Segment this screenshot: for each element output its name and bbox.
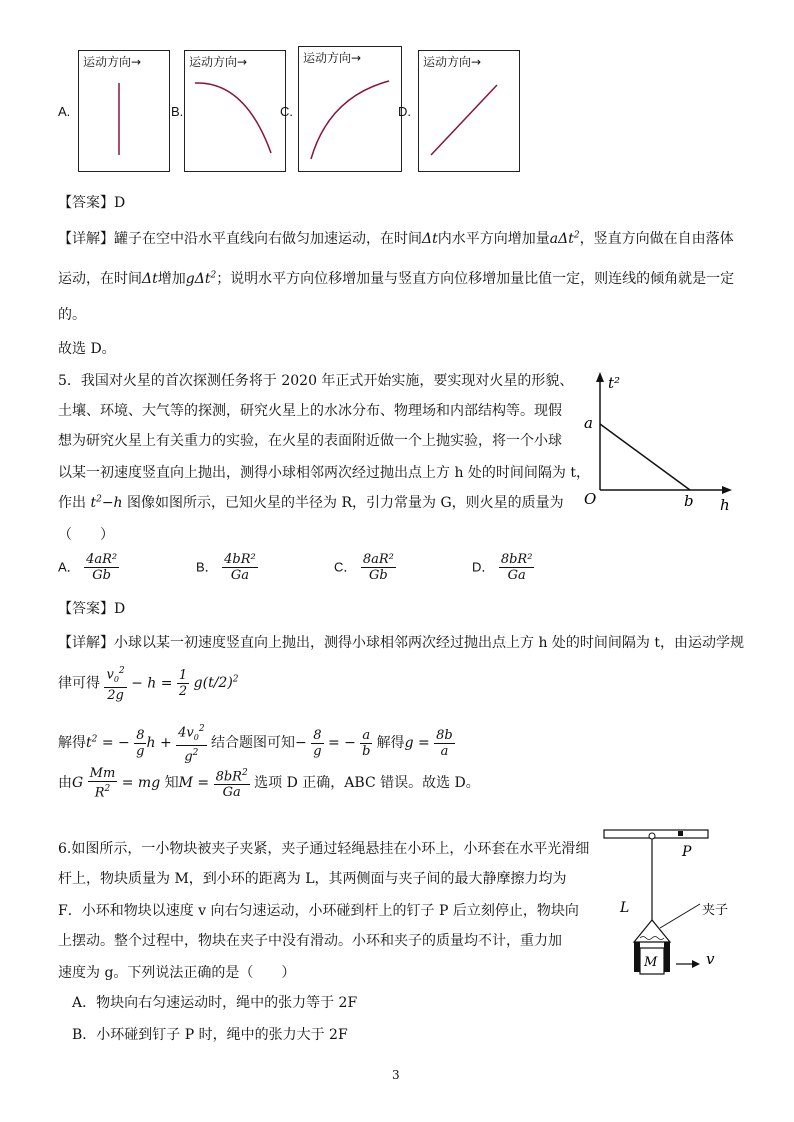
q5-option-d: D． $\frac{\text{8bR²}}{Ga}$ bbox=[472, 552, 533, 583]
q6-line4: 上摆动。整个过程中，物块在夹子中没有滑动。小环和夹子的质量均不计，重力加 bbox=[58, 933, 562, 949]
direction-caption: 运动方向→ bbox=[189, 55, 248, 69]
trajectory-a bbox=[79, 51, 169, 171]
option-b-label: B. bbox=[171, 104, 184, 119]
q5-line1: 5．我国对火星的首次探测任务将于 2020 年正式开始实施，要实现对火星的形貌、 bbox=[58, 373, 574, 389]
m-label: M bbox=[644, 955, 658, 970]
rod bbox=[604, 830, 708, 838]
q5-detail-line1: 【详解】小球以某一初速度竖直向上抛出，测得小球相邻两次经过抛出点上方 h 处的时间间隔为 t，由运动学规 bbox=[58, 635, 744, 651]
q6-line1: 6.如图所示，一小物块被夹子夹紧，夹子通过轻绳悬挂在小环上，小环套在水平光滑细 bbox=[58, 841, 590, 857]
x-axis-label: h bbox=[720, 496, 730, 514]
q5-detail-line2: 律可得 $\frac{v_0^2}{2g}$ − h = $\frac{1}{2}$ $g(t/2)^2$ bbox=[58, 666, 239, 703]
graph-line bbox=[600, 424, 690, 490]
direction-caption: 运动方向→ bbox=[423, 55, 482, 69]
direction-caption: 运动方向→ bbox=[303, 51, 362, 65]
clip-jaw-right bbox=[664, 942, 670, 972]
q5-answer: 【答案】D bbox=[58, 601, 126, 617]
v-label: v bbox=[706, 950, 715, 968]
l-label: L bbox=[620, 900, 630, 916]
q4-answer: 【答案】D bbox=[58, 195, 126, 211]
q5-detail-line3: 解得$t^2$ = − $\frac{8}{g}$ h + $\frac{4v_0^2}{g^2}$ 结合题图可知− $\frac{8}{g}$ = − $\frac{a}{b}$ 解得g = $\frac{8b}{a}$ bbox=[58, 724, 453, 765]
q6-line2: 杆上，物块质量为 M，到小环的距离为 L，其两侧面与夹子间的最大静摩擦力均为 bbox=[58, 871, 567, 887]
q5-graph bbox=[576, 366, 746, 516]
q6-figure bbox=[596, 824, 742, 984]
clip-label: 夹子 bbox=[702, 903, 729, 918]
b-label: b bbox=[684, 492, 694, 510]
v-arrowhead bbox=[692, 960, 700, 968]
q5-detail-line4: 由G $\frac{Mm}{R^2}$ = mg 知M = $\frac{8bR^2}{Ga}$ 选项 D 正确，ABC 错误。故选 D。 bbox=[58, 766, 480, 801]
q5-line2: 土壤、环境、大气等的探测，研究火星上的水冰分布、物理场和内部结构等。现假 bbox=[58, 403, 562, 419]
figure-b bbox=[184, 50, 286, 172]
q5-line3: 想为研究火星上有关重力的实验，在火星的表面附近做一个上抛实验，将一个小球 bbox=[58, 433, 562, 449]
trajectory-c bbox=[299, 47, 401, 171]
figure-c bbox=[298, 46, 402, 172]
trajectory-b bbox=[185, 51, 285, 171]
figure-a bbox=[78, 50, 170, 172]
clip-jaw-left bbox=[634, 942, 640, 972]
option-a-label: A. bbox=[58, 104, 71, 119]
q6-line5: 速度为 g。下列说法正确的是（ ） bbox=[58, 965, 296, 981]
y-arrow bbox=[596, 372, 604, 382]
q5-line5: 作出 $t^2-h$ 图像如图所示，已知火星的半径为 R，引力常量为 G，则火星的质量为 bbox=[58, 494, 564, 511]
p-label: P bbox=[682, 844, 692, 860]
option-c-label: C. bbox=[280, 104, 293, 119]
x-arrow bbox=[722, 486, 732, 494]
option-d-label: D. bbox=[398, 104, 411, 119]
trajectory-d bbox=[419, 51, 519, 171]
clip-pointer bbox=[660, 904, 700, 928]
q4-choose: 故选 D。 bbox=[58, 341, 116, 357]
q5-option-a: A． $\frac{\text{4aR²}}{Gb}$ bbox=[58, 552, 118, 583]
a-label: a bbox=[584, 414, 593, 432]
q4-detail-line1: 【详解】罐子在空中沿水平直线向右做匀加速运动，在时间Δt内水平方向增加量aΔt$^2$，竖直方向做在自由落体 bbox=[58, 230, 734, 247]
figure-d bbox=[418, 50, 520, 172]
page-number: 3 bbox=[392, 1068, 400, 1082]
nail-p bbox=[678, 831, 683, 836]
q4-detail-line3: 的。 bbox=[58, 307, 86, 323]
q6-option-b: B．小环碰到钉子 P 时，绳中的张力大于 2F bbox=[72, 1027, 348, 1043]
q5-option-b: B． $\frac{\text{4bR²}}{Ga}$ bbox=[196, 552, 256, 583]
y-axis-label: t² bbox=[608, 374, 621, 392]
q5-paren: （ ） bbox=[58, 527, 114, 543]
q6-option-a: A．物块向右匀速运动时，绳中的张力等于 2F bbox=[72, 995, 358, 1011]
origin-label: O bbox=[584, 490, 597, 508]
direction-caption: 运动方向→ bbox=[83, 55, 142, 69]
ring bbox=[649, 833, 655, 839]
q5-line4: 以某一初速度竖直向上抛出，测得小球相邻两次经过抛出点上方 h 处的时间间隔为 t， bbox=[58, 465, 590, 481]
q4-detail-line2: 运动，在时间Δt增加gΔt$^2$；说明水平方向位移增加量与竖直方向位移增加量比值一定，则连线的倾角就是一定 bbox=[58, 270, 735, 287]
q5-option-c: C． $\frac{\text{8aR²}}{Gb}$ bbox=[334, 552, 394, 583]
clip bbox=[634, 920, 670, 942]
q6-line3: F．小环和物块以速度 v 向右匀速运动，小环碰到杆上的钉子 P 后立刻停止，物块向 bbox=[58, 903, 579, 919]
